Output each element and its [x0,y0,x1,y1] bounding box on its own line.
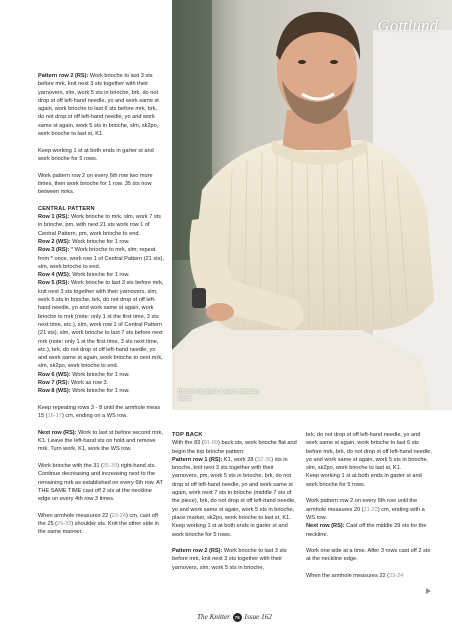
paragraph: Keep working 1 st at both ends in garter st and work brioche for 5 rows. [306,473,422,488]
row-text: Cast off the middle 29 sts for the neckline. [306,523,427,538]
magazine-name: The Knitter [197,613,230,622]
central-pattern-section [38,205,164,396]
paragraph: Keep working 1 st at both ends in garter st and work brioche for 5 rows. [38,147,154,162]
pattern-row [38,371,164,379]
row-label: Row 4 (WS): [38,272,71,279]
row-text: Work brioche for 1 row. [70,388,130,395]
pattern-row [38,246,164,271]
row-label: Row 5 (RS): [38,280,70,287]
row-text: Work brioche to last 3 sts before mrk, knit next 3 sts together with their yarnovers, slm, work 5 sts in brioche, brk, do not drop st off left-hand needle, yo and work same st again, work brioche to last 6 sts before mrk, brk, do not drop st off left-hand needle, yo and work same st again, work 5 sts in brioche, slm, sk2po, work brioche to last st, K1. [38,73,159,138]
row-label: Row 2 (WS): [38,238,71,245]
paragraph [38,429,164,454]
row-text: Work brioche for 1 row. [70,371,130,378]
text-run: Work brioche with the 31 ( [38,462,103,469]
pattern-row [38,379,164,387]
paragraph [172,547,300,572]
row-text: Work brioche for 1 row. [70,238,130,245]
pattern-title: Gottlund [377,16,438,35]
page-footer [197,613,272,622]
paragraph [306,572,432,580]
section-heading: CENTRAL PATTERN [38,205,95,212]
text-run: With the 83 ( [172,440,204,447]
paragraph: brk, do not drop st off left-hand needle, yo and work same st again, work brioche to last 6 sts before mrk, brk, do not drop st off left-hand needle, yo and work same st again, work 5 sts in brioche, slm, sk2po, work brioche to last st, K1. [306,432,432,472]
text-run: ) back sts, work brioche flat and begin the top brioche pattern: [172,440,297,455]
text-run: ) cm, ending with a WS row. [306,506,425,521]
row-label: Row 7 (RS): [38,379,70,386]
row-label: Next row (RS): [306,523,345,530]
paragraph [306,522,432,539]
row-text: Work brioche for 1 row. [70,272,130,279]
size-values: 32-36 [256,456,272,463]
photo-illustration [172,0,452,410]
text-run: ) cm, cast off the 25 ( [38,512,158,528]
size-values: 16-17 [47,413,62,420]
row-label: Row 3 (RS): [38,247,70,254]
page-number: 75 [234,615,240,620]
photo-caption: Brioche rib gives a warm, stretchy fabric [178,389,259,402]
instructions-column-1 [38,72,164,545]
row-text: * Work brioche to mrk, slm; repeat from * once, work row 1 of Central Pattern (21 sts), slm, work brioche to end. [38,247,164,270]
size-values: 23-24 [111,512,126,519]
row-text: Work brioche to last 3 sts before mrk, knit next 3 sts together with their yarnovers, slm, work 5 sts in brioche, brk, do not drop st off left-hand needle, yo and work same st again, work brioche to mrk (note: only 1 st the first time, 3 sts next time, etc.), slm, work row 1 of Central Pattern (21 sts), slm, work brioche to last 7 sts before next mrk (note: only 1 st the first time, 3 sts next time, etc.), brk, do not drop st off left-hand needle, yo and work same st again, work brioche to next mrk, slm, sk2po, work brioche to end. [38,280,164,370]
text-run: Work pattern row 2 on every 6th row until the armhole measures 20 ( [306,498,418,513]
size-values: 91-99 [203,440,219,447]
text-run: When armhole measures 22 ( [38,512,112,519]
row-label: Row 6 (WS): [38,371,71,378]
row-label: Row 8 (WS): [38,388,71,395]
paragraph [38,462,164,503]
text-run: ) cm, ending on a WS row. [61,413,128,420]
text-run: Keep repeating rows 3 - 8 until the armhole meas 15 ( [38,404,161,420]
pattern-row [38,271,164,279]
row-label: Pattern row 2 (RS): [38,73,89,79]
continue-arrow-icon [426,588,431,594]
paragraph: Work one side at a time. After 3 rows cast off 2 sts at the neckline edge. [306,548,431,563]
issue-label: Issue 162 [244,613,272,622]
pattern-row [38,279,164,370]
paragraph [38,404,164,421]
paragraph [172,439,300,456]
row-label: Next row (RS): [38,429,77,436]
row-text: Work brioche to last 3 sts before mrk, knit next 3 sts together with their yarnovers, slm, work 5 sts in brioche, [172,548,287,571]
text-run: K1, work 28 ( [222,456,257,463]
section-heading: TOP BACK [172,432,203,438]
instructions-column-2 [172,431,300,580]
paragraph: Keep working 1 st at both ends in garter st and work brioche for 5 rows. [172,523,288,538]
row-label: Pattern row 2 (RS): [172,548,223,555]
size-values: 29-33 [56,521,72,528]
row-text: Work brioche to mrk, slm, work 7 sts in brioche, pm, with next 21 sts work row 1 of Central Pattern, pm, work brioche to end. [38,214,161,237]
row-text: Work as row 3. [69,379,109,386]
model-photo [172,0,452,410]
text-run: When the armhole measures 22 ( [306,573,390,580]
row-label: Pattern row 1 (RS): [172,456,223,463]
size-values: 23-24 [389,573,404,580]
text-run: ) sts in brioche, knit next 3 sts together with their yarnovers, pm, work 5 sts in brioche, brk, do not drop st off left-hand needle, yo and work same st again, work next 7 sts in brioche (middle 7 sts of the piece), brk, do not drop st off left-hand needle, yo and work same st again, work 5 sts in brioche, place marker, sk2po, work brioche to last st, K1. [172,456,296,521]
text-run: ) right-hand sts. Continue decreasing and increasing next to the remaining mrk as established on every 6th row. AT THE SAME TIME cast off 2 sts at the neckline edge on every 4th row 3 times. [38,462,163,503]
paragraph: Work pattern row 2 on every 6th row two more times, then work brioche for 1 row. 35 sts now between mrks. [38,172,153,196]
size-values: 35-39 [102,462,118,469]
pattern-row [38,387,164,395]
instructions-column-3 [306,431,432,589]
pattern-row [38,213,164,238]
paragraph [306,497,432,522]
pattern-row [38,238,164,246]
size-values: 21-22 [363,506,378,513]
row-label: Row 1 (RS): [38,214,70,221]
row-text: Work to last st before second mrk, K1. Leave the left-hand sts on hold and remove mrk. Turn work, K1, work the WS row. [38,429,163,453]
pattern-row [172,456,300,522]
paragraph [38,72,164,138]
paragraph [38,512,164,537]
text-run: ) shoulder sts. Knit the other side in the same manner. [38,521,159,536]
